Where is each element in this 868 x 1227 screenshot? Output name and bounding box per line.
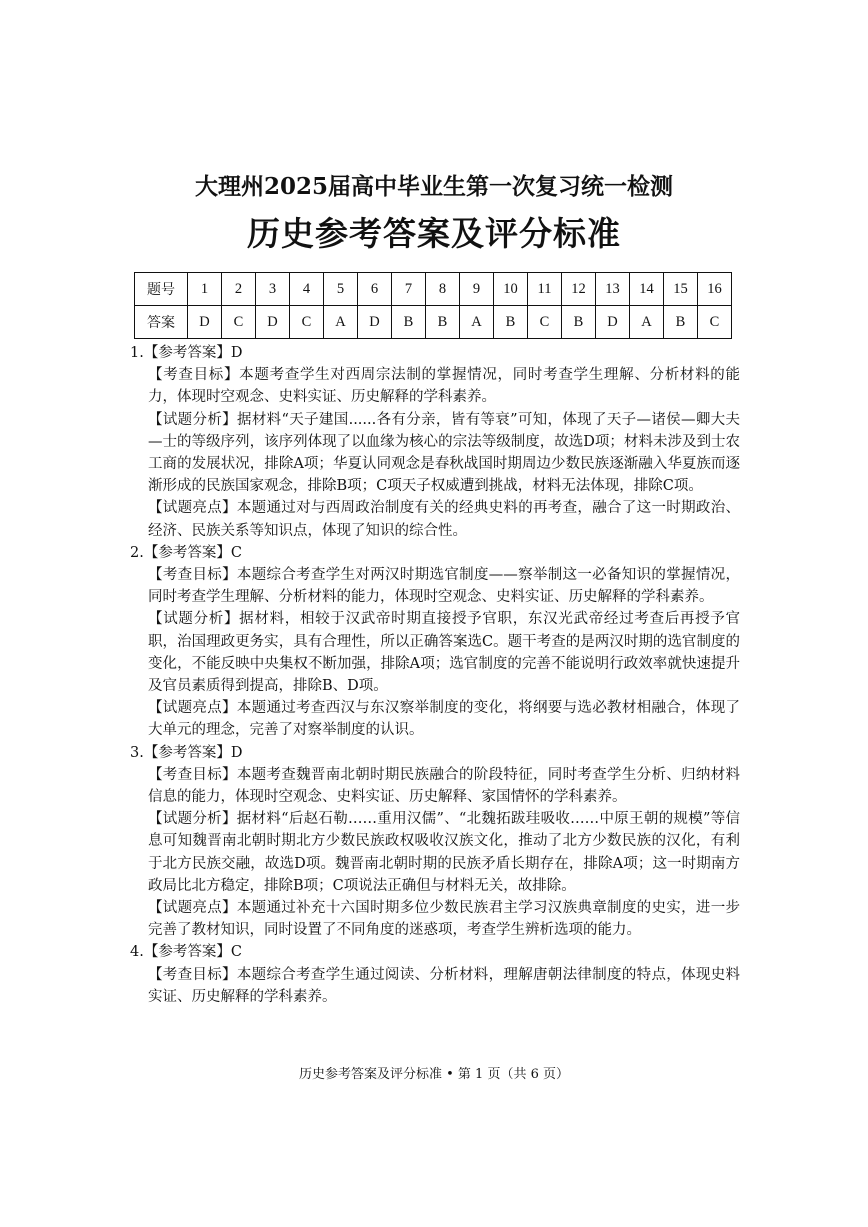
question-analysis: 【试题分析】据材料“天子建国......各有分亲，皆有等衰”可知，体现了天子—诸侯—卿大夫—士的等级序列，该序列体现了以血缘为核心的宗法等级制度，故选D项；材料未涉及到士农工商的发展状况，排除A项；华夏认同观念是春秋战国时期周边少数民族逐渐融入华夏族而逐渐形成的民族国家观念，排除B项；C项天子权威遭到挑战，材料无法体现，排除C项。 [148,411,740,495]
question-number-cell: 7 [392,273,426,306]
question-number-cell: 3 [256,273,290,306]
answer-explanations [128,342,740,1008]
answer-cell: C [222,306,256,339]
exam-objective: 【考查目标】本题考查学生对西周宗法制的掌握情况，同时考查学生理解、分析材料的能力，体现时空观念、史料实证、历史解释的学科素养。 [148,367,740,406]
question-number-cell: 2 [222,273,256,306]
answer-cell: B [392,306,426,339]
question-number-cell: 15 [664,273,698,306]
question-number-cell: 5 [324,273,358,306]
answer-row-label: 答案 [135,306,188,339]
answer-cell: B [664,306,698,339]
exam-objective: 【考查目标】本题综合考查学生对两汉时期选官制度——察举制这一必备知识的掌握情况，同时考查学生理解、分析材料的能力，体现时空观念、史料实证、历史解释的学科素养。 [148,567,740,606]
answer-table-number-row [135,273,732,306]
exam-objective: 【考查目标】本题考查魏晋南北朝时期民族融合的阶段特征，同时考查学生分析、归纳材料信息的能力，体现时空观念、史料实证、历史解释、家国情怀的学科素养。 [148,766,740,806]
answer-cell: A [460,306,494,339]
answer-cell: A [324,306,358,339]
answer-cell: A [630,306,664,339]
question-highlight: 【试题亮点】本题通过考查西汉与东汉察举制度的变化，将纲要与选必教材相融合，体现了大单元的理念，完善了对察举制度的认识。 [148,700,740,739]
question-number-cell: 10 [494,273,528,306]
question-3 [128,742,740,942]
question-number-cell: 8 [426,273,460,306]
exam-objective: 【考查目标】本题综合考查学生通过阅读、分析材料，理解唐朝法律制度的特点，体现史料实证、历史解释的学科素养。 [148,966,740,1005]
question-number-cell: 4 [290,273,324,306]
answer-cell: B [426,306,460,339]
question-number-cell: 9 [460,273,494,306]
page-footer: 历史参考答案及评分标准 • 第 1 页（共 6 页） [298,1067,569,1082]
answer-cell: D [188,306,222,339]
answer-table-answer-row [135,306,732,339]
question-number-cell: 6 [358,273,392,306]
number-row-label: 题号 [135,273,188,306]
question-number-cell: 11 [528,273,562,306]
question-highlight: 【试题亮点】本题通过对与西周政治制度有关的经典史料的再考查，融合了这一时期政治、经济、民族关系等知识点，体现了知识的综合性。 [148,500,740,539]
answer-table [134,272,732,339]
answer-cell: D [596,306,630,339]
document-title: 历史参考答案及评分标准 [247,214,621,253]
question-answer-heading: 4.【参考答案】C [130,944,242,961]
question-number-cell: 16 [698,273,732,306]
question-answer-heading: 3.【参考答案】D [130,744,243,761]
answer-cell: D [256,306,290,339]
question-number-cell: 14 [630,273,664,306]
exam-title: 大理州2025届高中毕业生第一次复习统一检测 [194,173,673,200]
answer-cell: C [528,306,562,339]
question-number-cell: 12 [562,273,596,306]
answer-cell: C [698,306,732,339]
answer-cell: C [290,306,324,339]
question-highlight: 【试题亮点】本题通过补充十六国时期多位少数民族君主学习汉族典章制度的史实，进一步完善了教材知识，同时设置了不同角度的迷惑项，考查学生辨析选项的能力。 [148,900,740,939]
question-analysis: 【试题分析】据材料“后赵石勒……重用汉儒”、“北魏拓跋珪吸收……中原王朝的规模”等信息可知魏晋南北朝时期北方少数民族政权吸收汉族文化，推动了北方少数民族的汉化，有利于北方民族交融，故选D项。魏晋南北朝时期的民族矛盾长期存在，排除A项；这一时期南方政局比北方稳定，排除B项；C项说法正确但与材料无关，故排除。 [148,811,740,894]
question-analysis: 【试题分析】据材料，相较于汉武帝时期直接授予官职，东汉光武帝经过考查后再授予官职，治国理政更务实，具有合理性，所以正确答案选C。题干考查的是两汉时期的选官制度的变化，不能反映中央集权不断加强，排除A项；选官制度的完善不能说明行政效率就快速提升及官员素质得到提高，排除B、D项。 [148,611,740,695]
question-number-cell: 13 [596,273,630,306]
question-4 [128,941,740,1008]
question-1 [128,342,740,542]
question-2 [128,542,740,742]
answer-cell: B [562,306,596,339]
answer-cell: D [358,306,392,339]
question-answer-heading: 2.【参考答案】C [130,544,242,561]
question-number-cell: 1 [188,273,222,306]
answer-cell: B [494,306,528,339]
question-answer-heading: 1.【参考答案】D [130,345,243,361]
